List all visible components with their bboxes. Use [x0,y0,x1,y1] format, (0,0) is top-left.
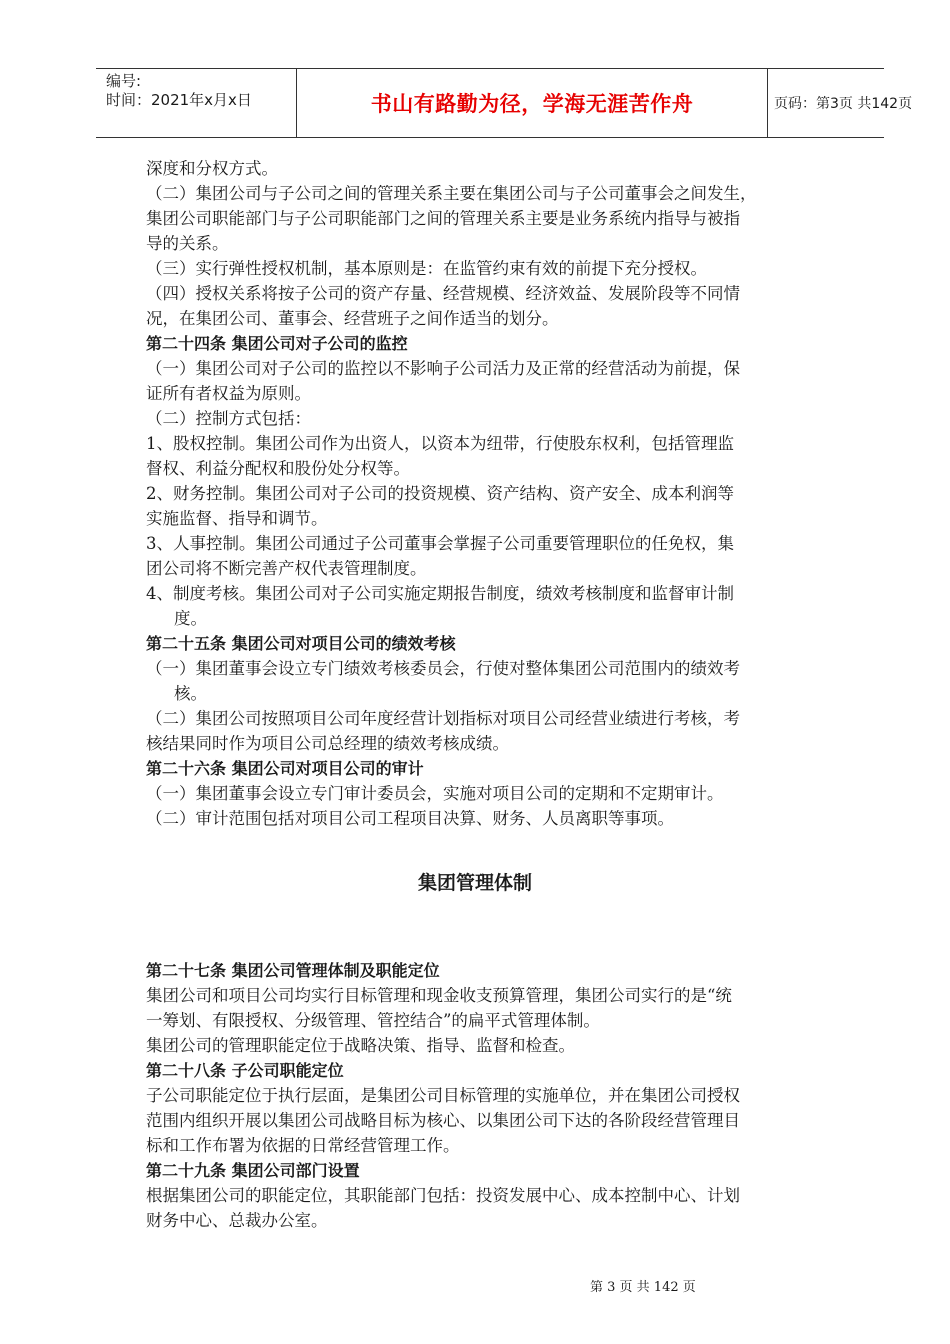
article-heading: 第二十四条 集团公司对子公司的监控 [146,334,408,353]
body-line: （四）授权关系将按子公司的资产存量、经营规模、经济效益、发展阶段等不同情 [146,284,740,303]
body-line: 证所有者权益为原则。 [146,384,311,403]
section-title: 集团管理体制 [417,872,532,894]
body-line: 实施监督、指导和调节。 [146,509,328,528]
body-line: 核。 [174,684,207,703]
body-line: 度。 [174,609,207,628]
body-line: 标和工作布署为依据的日常经营管理工作。 [146,1136,460,1155]
body-line: （二）审计范围包括对项目公司工程项目决算、财务、人员离职等事项。 [146,809,674,828]
body-line: 核结果同时作为项目公司总经理的绩效考核成绩。 [146,734,509,753]
body-line: 集团公司和项目公司均实行目标管理和现金收支预算管理，集团公司实行的是“统 [146,986,732,1005]
body-text [146,156,846,831]
body-line: 集团公司的管理职能定位于战略决策、指导、监督和检查。 [146,1036,575,1055]
body-line: 团公司将不断完善产权代表管理制度。 [146,559,427,578]
body-line: （一）集团公司对子公司的监控以不影响子公司活力及正常的经营活动为前提，保 [146,359,740,378]
body-line: （三）实行弹性授权机制，基本原则是：在监管约束有效的前提下充分授权。 [146,259,707,278]
body-line: 财务中心、总裁办公室。 [146,1211,328,1230]
header-page-label: 页码：第3页 共142页 [774,96,913,112]
body-text-2 [146,958,846,1233]
body-line: 根据集团公司的职能定位，其职能部门包括：投资发展中心、成本控制中心、计划 [146,1186,740,1205]
body-line: 3、人事控制。集团公司通过子公司董事会掌握子公司重要管理职位的任免权，集 [146,534,734,553]
article-heading: 第二十八条 子公司职能定位 [146,1061,344,1080]
doc-time-label: 时间：2021年x月x日 [106,91,252,109]
body-line: 况，在集团公司、董事会、经营班子之间作适当的划分。 [146,309,559,328]
body-line: 1、股权控制。集团公司作为出资人，以资本为纽带，行使股东权利，包括管理监 [146,434,734,453]
body-line: 4、制度考核。集团公司对子公司实施定期报告制度，绩效考核制度和监督审计制 [146,584,734,603]
body-line: 一筹划、有限授权、分级管理、管控结合”的扁平式管理体制。 [146,1011,600,1030]
body-line: 督权、利益分配权和股份处分权等。 [146,459,410,478]
article-heading: 第二十九条 集团公司部门设置 [146,1161,360,1180]
document-header [96,68,913,138]
article-heading: 第二十七条 集团公司管理体制及职能定位 [146,961,440,980]
body-line: （一）集团董事会设立专门审计委员会，实施对项目公司的定期和不定期审计。 [146,784,724,803]
page-footer: 第 3 页 共 142 页 [590,1280,696,1295]
body-line: 导的关系。 [146,234,229,253]
body-line: 集团公司职能部门与子公司职能部门之间的管理关系主要是业务系统内指导与被指 [146,209,740,228]
article-heading: 第二十五条 集团公司对项目公司的绩效考核 [146,634,456,653]
body-line: 2、财务控制。集团公司对子公司的投资规模、资产结构、资产安全、成本利润等 [146,484,734,503]
header-motto: 书山有路勤为径，学海无涯苦作舟 [296,69,768,137]
body-line: 范围内组织开展以集团公司战略目标为核心、以集团公司下达的各阶段经营管理目 [146,1111,740,1130]
body-line: 深度和分权方式。 [146,159,278,178]
body-line: （二）集团公司与子公司之间的管理关系主要在集团公司与子公司董事会之间发生， [146,184,757,203]
doc-code-label: 编号: [106,72,142,90]
article-heading: 第二十六条 集团公司对项目公司的审计 [146,759,424,778]
body-line: （二）控制方式包括： [146,409,311,428]
header-meta [96,69,296,137]
body-line: （二）集团公司按照项目公司年度经营计划指标对项目公司经营业绩进行考核，考 [146,709,740,728]
body-line: （一）集团董事会设立专门绩效考核委员会，行使对整体集团公司范围内的绩效考 [146,659,740,678]
body-line: 子公司职能定位于执行层面，是集团公司目标管理的实施单位，并在集团公司授权 [146,1086,740,1105]
